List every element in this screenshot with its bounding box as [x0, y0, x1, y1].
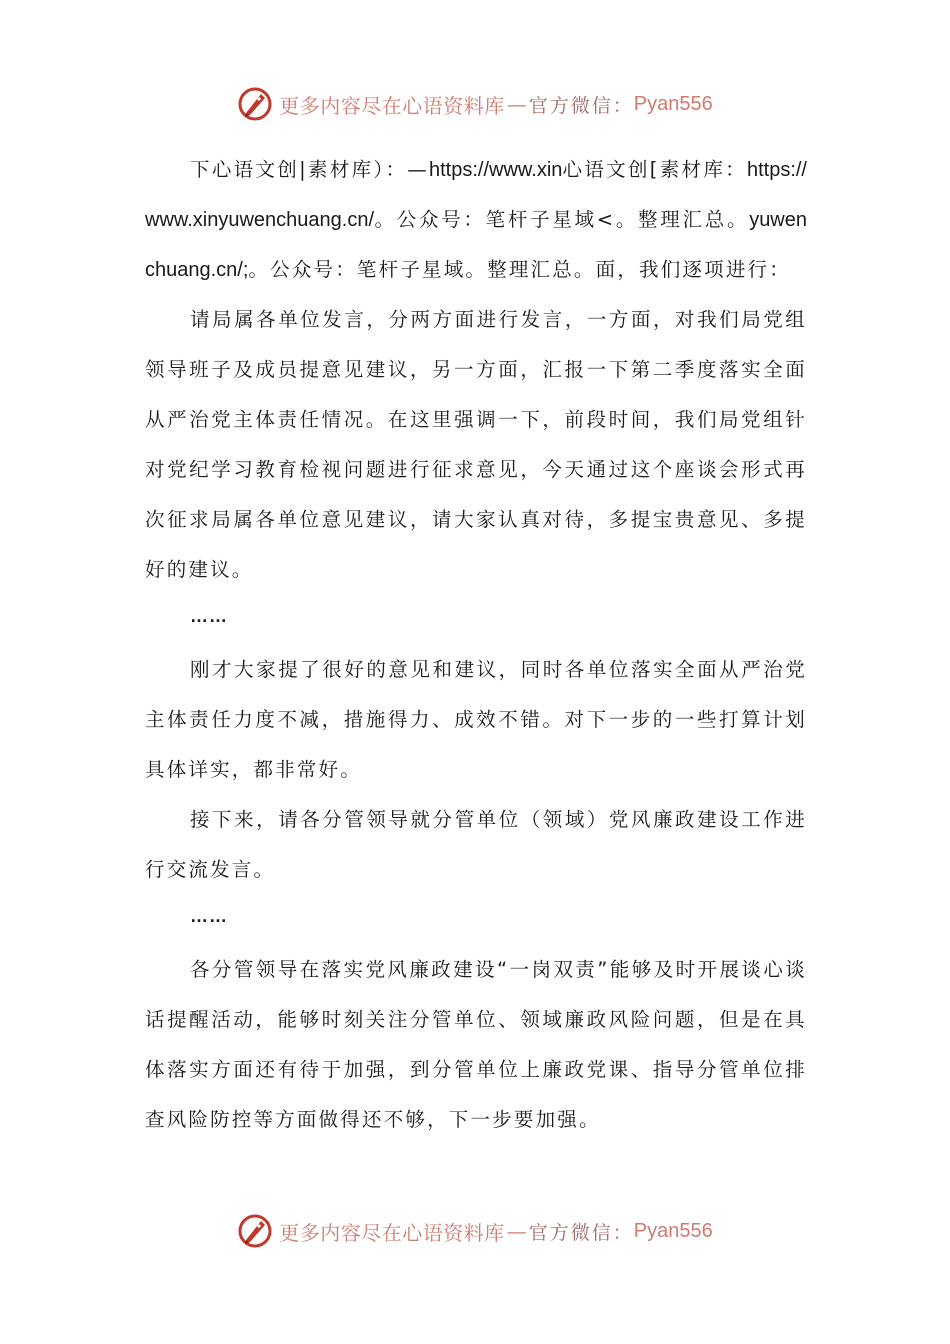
- banner-wechat-label: 官方微信：: [528, 94, 634, 117]
- pen-nib-logo-icon: [237, 1213, 273, 1249]
- intro-text-a: 下心语文创|素材库）：—: [190, 158, 429, 181]
- header-banner: [0, 80, 950, 128]
- paragraph-leader-speeches: 接下来，请各分管领导就分管单位（领域）党风廉政建设工作进行交流发言。: [145, 808, 807, 881]
- ellipsis-separator-2: ……: [190, 906, 228, 926]
- paragraph-summary-comments: 刚才大家提了很好的意见和建议，同时各单位落实全面从严治党主体责任力度不减，措施得力、成效不错。对下一步的一些打算计划具体详实，都非常好。: [145, 658, 807, 781]
- intro-text-e: 。公众号：笔杆子星域<。整理汇总。: [374, 208, 750, 231]
- document-body: [145, 145, 807, 1145]
- pen-nib-logo-icon: [237, 86, 273, 122]
- banner-dash: —: [506, 92, 527, 116]
- intro-url-fragment: https://www.xin: [429, 159, 563, 181]
- paragraph-unit-speeches: 请局属各单位发言，分两方面进行发言，一方面，对我们局党组领导班子及成员提意见建议，另一方面，汇报一下第二季度落实全面从严治党主体责任情况。在这里强调一下，前段时间，我们局党组针对党纪学习教育检视问题进行征求意见，今天通过这个座谈会形式再次征求局属各单位意见建议，请大家认真对待，多提宝贵意见、多提好的建议。: [145, 308, 807, 581]
- footer-banner: [0, 1207, 950, 1255]
- ellipsis-separator-1: ……: [190, 606, 228, 626]
- banner-wechat-account: Pyan556: [633, 92, 713, 115]
- footer-wechat-label: 官方微信：: [528, 1221, 634, 1244]
- intro-text-g: 。公众号：笔杆子星域。整理汇总。面，我们逐项进行：: [248, 258, 791, 281]
- intro-url-full: https://www.xinyuwenchuang.cn/: [145, 159, 807, 231]
- footer-wechat-account: Pyan556: [633, 1219, 713, 1242]
- banner-slogan: 更多内容尽在心语资料库: [279, 93, 505, 118]
- intro-text-c: 心语文创[素材库：: [562, 158, 747, 181]
- paragraph-intro: [145, 145, 807, 295]
- footer-slogan: 更多内容尽在心语资料库: [279, 1220, 505, 1245]
- intro-url-tail: yuwenchuang.cn/;: [145, 209, 807, 281]
- paragraph-leader-evaluation: 各分管领导在落实党风廉政建设“一岗双责”能够及时开展谈心谈话提醒活动，能够时刻关注分管单位、领域廉政风险问题，但是在具体落实方面还有待于加强，到分管单位上廉政党课、指导分管单位排查风险防控等方面做得还不够，下一步要加强。: [145, 958, 807, 1131]
- footer-dash: —: [506, 1219, 527, 1243]
